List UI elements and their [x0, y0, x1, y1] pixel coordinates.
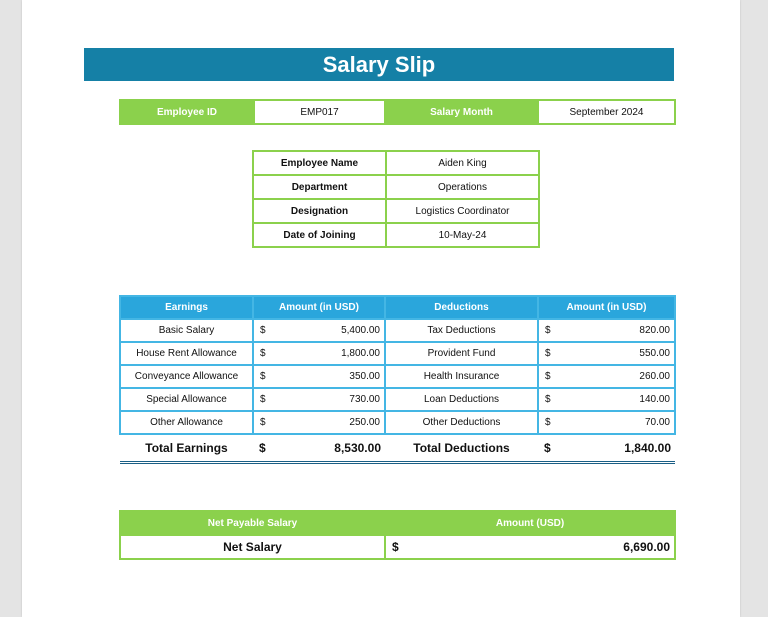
deduction-amount[interactable]: 140.00	[560, 388, 675, 411]
earning-name: Other Allowance	[120, 411, 253, 434]
deduction-name: Other Deductions	[385, 411, 538, 434]
earning-amount[interactable]: 350.00	[275, 365, 385, 388]
total-earnings-label: Total Earnings	[120, 434, 253, 463]
net-salary-table	[119, 510, 676, 560]
earnings-header: Earnings	[120, 296, 253, 319]
table-row	[120, 388, 675, 411]
deduction-name: Loan Deductions	[385, 388, 538, 411]
currency-symbol: $	[538, 342, 560, 365]
deductions-header: Deductions	[385, 296, 538, 319]
currency-symbol: $	[253, 388, 275, 411]
total-deductions-value: 1,840.00	[560, 434, 675, 463]
deduction-name: Provident Fund	[385, 342, 538, 365]
currency-symbol: $	[385, 535, 407, 559]
table-header-row	[120, 296, 675, 319]
currency-symbol: $	[538, 434, 560, 463]
earnings-amount-header: Amount (in USD)	[253, 296, 385, 319]
salary-month-label: Salary Month	[385, 100, 538, 124]
earning-amount[interactable]: 730.00	[275, 388, 385, 411]
deduction-name: Health Insurance	[385, 365, 538, 388]
total-deductions-label: Total Deductions	[385, 434, 538, 463]
employee-id-row	[119, 99, 676, 125]
employee-info-table	[252, 150, 540, 248]
info-row	[253, 151, 539, 175]
info-row	[253, 199, 539, 223]
info-row	[253, 175, 539, 199]
info-label: Department	[253, 175, 386, 199]
earning-name: Special Allowance	[120, 388, 253, 411]
net-value-row	[120, 535, 675, 559]
currency-symbol: $	[253, 434, 275, 463]
deduction-amount[interactable]: 260.00	[560, 365, 675, 388]
deduction-amount[interactable]: 820.00	[560, 319, 675, 342]
currency-symbol: $	[253, 342, 275, 365]
earning-amount[interactable]: 1,800.00	[275, 342, 385, 365]
currency-symbol: $	[538, 411, 560, 434]
net-salary-label: Net Salary	[120, 535, 385, 559]
info-label: Designation	[253, 199, 386, 223]
info-value[interactable]: Logistics Coordinator	[386, 199, 539, 223]
earning-name: Conveyance Allowance	[120, 365, 253, 388]
page-title: Salary Slip	[84, 48, 674, 81]
info-value[interactable]: Operations	[386, 175, 539, 199]
currency-symbol: $	[538, 388, 560, 411]
info-value[interactable]: Aiden King	[386, 151, 539, 175]
net-amount-header: Amount (USD)	[385, 511, 675, 535]
employee-id-label: Employee ID	[120, 100, 254, 124]
deduction-amount[interactable]: 70.00	[560, 411, 675, 434]
earning-name: Basic Salary	[120, 319, 253, 342]
net-salary-value: 6,690.00	[407, 535, 675, 559]
info-row	[253, 223, 539, 247]
deduction-amount[interactable]: 550.00	[560, 342, 675, 365]
currency-symbol: $	[538, 319, 560, 342]
deduction-name: Tax Deductions	[385, 319, 538, 342]
table-row	[120, 319, 675, 342]
currency-symbol: $	[253, 411, 275, 434]
total-earnings-value: 8,530.00	[275, 434, 385, 463]
table-row	[120, 342, 675, 365]
currency-symbol: $	[253, 365, 275, 388]
currency-symbol: $	[253, 319, 275, 342]
earning-amount[interactable]: 5,400.00	[275, 319, 385, 342]
deductions-amount-header: Amount (in USD)	[538, 296, 675, 319]
info-label: Employee Name	[253, 151, 386, 175]
employee-id-value[interactable]: EMP017	[254, 100, 385, 124]
net-payable-header: Net Payable Salary	[120, 511, 385, 535]
salary-month-value[interactable]: September 2024	[538, 100, 675, 124]
earnings-deductions-table	[119, 295, 676, 464]
table-row	[120, 365, 675, 388]
table-row	[120, 411, 675, 434]
totals-row	[120, 434, 675, 463]
info-value[interactable]: 10-May-24	[386, 223, 539, 247]
earning-amount[interactable]: 250.00	[275, 411, 385, 434]
earning-name: House Rent Allowance	[120, 342, 253, 365]
net-header-row	[120, 511, 675, 535]
info-label: Date of Joining	[253, 223, 386, 247]
currency-symbol: $	[538, 365, 560, 388]
